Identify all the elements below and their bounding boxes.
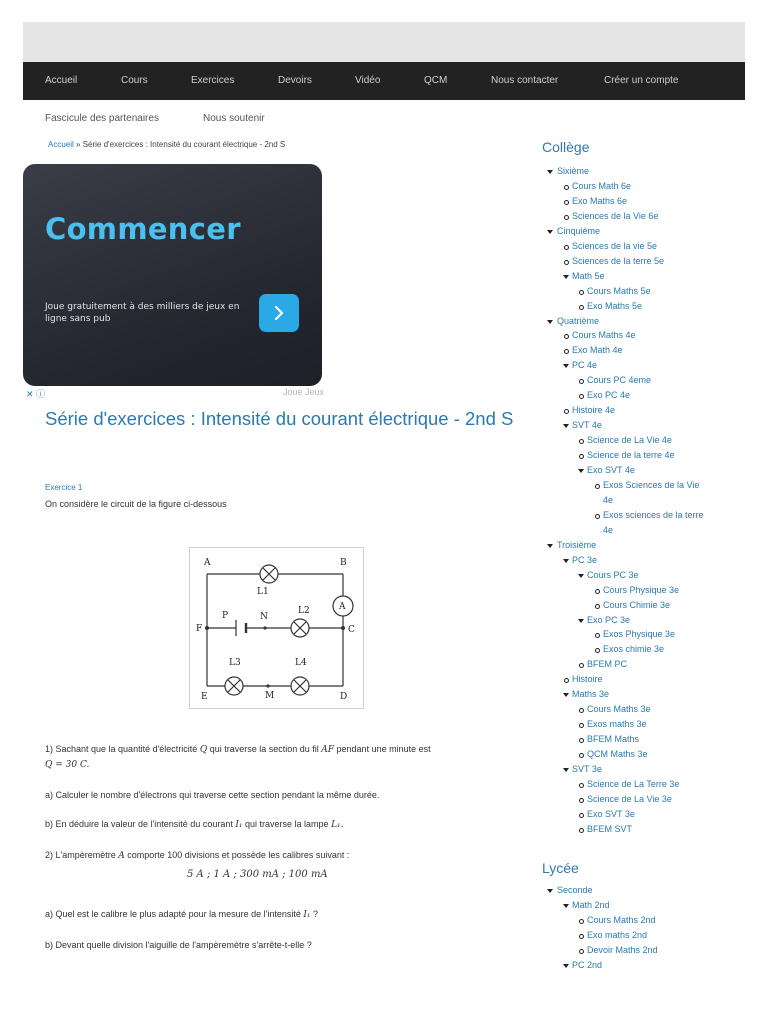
- q1-math-af: AF: [321, 745, 335, 755]
- sidebar-link[interactable]: Sciences de la Vie 6e: [572, 210, 659, 221]
- ad-close-icon[interactable]: ✕ ⓘ: [26, 389, 46, 399]
- sidebar-link[interactable]: Science de La Terre 3e: [587, 778, 680, 789]
- exercise-intro: On considère le circuit de la figure ci-dessous: [45, 499, 227, 509]
- nav-cours[interactable]: Cours: [121, 75, 148, 86]
- breadcrumb-home[interactable]: Accueil: [48, 140, 74, 149]
- sidebar-link[interactable]: Sciences de la vie 5e: [572, 240, 658, 251]
- question-2b: b) Devant quelle division l'aiguille de l'ampèremètre s'arrête-t-elle ?: [45, 940, 312, 950]
- tree-toggle-icon[interactable]: [563, 364, 569, 368]
- sidebar-link[interactable]: Exo SVT 3e: [587, 808, 635, 819]
- nav-exercices[interactable]: Exercices: [191, 75, 235, 86]
- tree-toggle-icon[interactable]: [563, 693, 569, 697]
- q1-text-b: qui traverse la section du fil: [207, 744, 322, 754]
- sidebar-link[interactable]: Devoir Maths 2nd: [587, 944, 658, 955]
- breadcrumb: [48, 140, 285, 149]
- sidebar-link[interactable]: PC 4e: [572, 360, 598, 371]
- q2-text-a: 2) L'ampèremètre: [45, 850, 119, 860]
- nav-creer-compte[interactable]: Créer un compte: [604, 75, 679, 86]
- label-P: P: [222, 611, 229, 621]
- tree-bullet-icon: [579, 454, 584, 459]
- q2-math-a: A: [118, 851, 125, 861]
- tree-toggle-icon[interactable]: [563, 904, 569, 908]
- nav-accueil[interactable]: Accueil: [45, 75, 78, 86]
- ad-title: Commencer: [45, 212, 241, 246]
- sidebar-link[interactable]: Histoire 4e: [572, 405, 616, 416]
- tree-toggle-icon[interactable]: [578, 619, 584, 623]
- nav-nous-contacter[interactable]: Nous contacter: [491, 75, 559, 86]
- page-title: Série d'exercices : Intensité du courant électrique - 2nd S: [45, 408, 514, 429]
- sidebar-link[interactable]: Exo maths 2nd: [587, 929, 648, 940]
- tree-bullet-icon: [579, 783, 584, 788]
- tree-bullet-icon: [579, 663, 584, 668]
- sidebar-link[interactable]: Math 5e: [572, 270, 605, 281]
- tree-bullet-icon: [579, 828, 584, 833]
- sidebar-link[interactable]: Exos maths 3e: [587, 719, 647, 730]
- sidebar-link[interactable]: QCM Maths 3e: [587, 749, 648, 760]
- tree-bullet-icon: [579, 738, 584, 743]
- question-2a: [45, 907, 510, 922]
- sidebar-link[interactable]: 4e: [603, 524, 614, 535]
- tree-bullet-icon: [595, 648, 600, 653]
- sidebar-link[interactable]: Cours Maths 2nd: [587, 914, 656, 925]
- sidebar-link[interactable]: Exo PC 4e: [587, 390, 631, 401]
- tree-bullet-icon: [579, 919, 584, 924]
- tree-bullet-icon: [564, 349, 569, 354]
- tree-toggle-icon[interactable]: [547, 889, 553, 893]
- label-L4: L4: [295, 658, 307, 668]
- sidebar-link[interactable]: PC 3e: [572, 554, 598, 565]
- nav-qcm[interactable]: QCM: [424, 75, 448, 86]
- tree-toggle-icon[interactable]: [563, 964, 569, 968]
- tree-toggle-icon[interactable]: [578, 469, 584, 473]
- sidebar-link[interactable]: Troisième: [557, 539, 597, 550]
- sidebar-link[interactable]: Cours Maths 5e: [587, 285, 651, 296]
- sidebar-link[interactable]: Math 2nd: [572, 899, 610, 910]
- sidebar-link[interactable]: Cinquième: [557, 225, 601, 236]
- sidebar-link[interactable]: PC 2nd: [572, 959, 603, 970]
- q1-math-q: Q: [199, 745, 208, 755]
- tree-bullet-icon: [579, 949, 584, 954]
- sidebar-link[interactable]: Science de la terre 4e: [587, 450, 675, 461]
- tree-bullet-icon: [564, 409, 569, 414]
- sidebar-link[interactable]: BFEM Maths: [587, 734, 640, 745]
- question-1b: [45, 817, 510, 832]
- label-C: C: [348, 625, 355, 635]
- nav-fascicule-partenaires[interactable]: Fascicule des partenaires: [45, 113, 159, 124]
- label-F: F: [196, 624, 203, 634]
- label-N: N: [260, 612, 268, 622]
- sidebar-link[interactable]: Science de La Vie 3e: [587, 793, 672, 804]
- tree-bullet-icon: [579, 439, 584, 444]
- exercise-label: Exercice 1: [45, 483, 83, 492]
- sidebar-link[interactable]: Cours Maths 4e: [572, 330, 636, 341]
- question-1: [45, 742, 510, 772]
- sidebar-link[interactable]: Exo Maths 5e: [587, 300, 643, 311]
- tree-bullet-icon: [595, 589, 600, 594]
- q1b-math-i1: I₁: [235, 820, 243, 830]
- tree-bullet-icon: [579, 394, 584, 399]
- tree-toggle-icon[interactable]: [563, 424, 569, 428]
- tree-bullet-icon: [564, 260, 569, 265]
- q2-text-b: comporte 100 divisions et possède les calibres suivant :: [124, 850, 350, 860]
- sidebar-title-lycee: Lycée: [542, 860, 579, 876]
- ad-source[interactable]: Joue Jeux: [283, 387, 325, 397]
- tree-bullet-icon: [579, 753, 584, 758]
- sidebar-link[interactable]: Cours Maths 3e: [587, 704, 651, 715]
- q1-text-a: 1) Sachant que la quantité d'électricité: [45, 744, 200, 754]
- tree-toggle-icon[interactable]: [563, 559, 569, 563]
- tree-bullet-icon: [564, 245, 569, 250]
- label-E: E: [201, 692, 208, 702]
- sidebar-link[interactable]: Cours Physique 3e: [603, 584, 680, 595]
- label-D: D: [340, 692, 348, 702]
- q1-value: Q = 30 C.: [45, 760, 90, 770]
- calibres-list: 5 A ; 1 A ; 300 mA ; 100 mA: [187, 869, 328, 880]
- circuit-figure: [189, 547, 364, 709]
- label-A: A: [204, 558, 211, 568]
- ad-banner[interactable]: [23, 164, 322, 386]
- sidebar-link[interactable]: Exos Physique 3e: [603, 629, 676, 640]
- sidebar-link[interactable]: Seconde: [557, 885, 593, 895]
- sidebar-link[interactable]: Sixième: [557, 166, 590, 176]
- tree-bullet-icon: [595, 484, 600, 489]
- tree-toggle-icon[interactable]: [563, 768, 569, 772]
- tree-toggle-icon[interactable]: [578, 574, 584, 578]
- label-ammeter: A: [339, 602, 346, 612]
- breadcrumb-current: Série d'exercices : Intensité du courant électrique - 2nd S: [82, 140, 286, 149]
- tree-toggle-icon[interactable]: [547, 230, 553, 234]
- tree-bullet-icon: [579, 798, 584, 803]
- sidebar-link[interactable]: 4e: [603, 494, 614, 505]
- tree-bullet-icon: [579, 934, 584, 939]
- tree-bullet-icon: [564, 185, 569, 190]
- sidebar-link[interactable]: Cours Chimie 3e: [603, 599, 671, 610]
- nav-video[interactable]: Vidéo: [355, 75, 381, 86]
- circuit-diagram: [190, 548, 363, 708]
- label-L1: L1: [257, 587, 269, 597]
- ad-play-button[interactable]: [259, 294, 299, 332]
- tree-bullet-icon: [579, 290, 584, 295]
- tree-toggle-icon[interactable]: [547, 170, 553, 174]
- tree-bullet-icon: [579, 723, 584, 728]
- tree-bullet-icon: [564, 678, 569, 683]
- sidebar-link[interactable]: Exos sciences de la terre: [603, 509, 704, 520]
- nav-devoirs[interactable]: Devoirs: [278, 75, 312, 86]
- q1-text-c: pendant une minute est: [334, 744, 431, 754]
- sidebar-link[interactable]: BFEM PC: [587, 659, 628, 670]
- q2a-text-b: ?: [310, 909, 319, 919]
- sidebar-link[interactable]: Exo Math 4e: [572, 345, 623, 356]
- question-2: [45, 848, 510, 863]
- sidebar-link[interactable]: Science de La Vie 4e: [587, 435, 672, 446]
- tree-bullet-icon: [595, 604, 600, 609]
- tree-bullet-icon: [579, 813, 584, 818]
- sidebar-link[interactable]: Exos chimie 3e: [603, 644, 665, 655]
- label-L2: L2: [298, 606, 310, 616]
- top-banner: [23, 22, 745, 62]
- q2a-math-i1: I₁: [303, 910, 311, 920]
- sidebar-link[interactable]: Exo PC 3e: [587, 614, 631, 625]
- tree-bullet-icon: [564, 200, 569, 205]
- tree-bullet-icon: [595, 514, 600, 519]
- tree-bullet-icon: [564, 334, 569, 339]
- tree-bullet-icon: [579, 305, 584, 310]
- question-1a: a) Calculer le nombre d'électrons qui traverse cette section pendant la même durée.: [45, 790, 380, 800]
- tree-bullet-icon: [579, 379, 584, 384]
- tree-bullet-icon: [595, 633, 600, 638]
- chevron-right-icon: [271, 305, 287, 321]
- sidebar-link[interactable]: Maths 3e: [572, 689, 610, 700]
- q1b-text-b: qui traverse la lampe: [242, 819, 332, 829]
- q1b-text-a: b) En déduire la valeur de l'intensité du courant: [45, 819, 236, 829]
- ad-description: Joue gratuitement à des milliers de jeux en ligne sans pub: [45, 302, 240, 324]
- sidebar-link[interactable]: Histoire: [572, 674, 603, 685]
- label-L3: L3: [229, 658, 241, 668]
- sidebar-link[interactable]: Exos Sciences de la Vie: [603, 479, 700, 490]
- nav-nous-soutenir[interactable]: Nous soutenir: [203, 113, 265, 124]
- sidebar-link[interactable]: SVT 3e: [572, 764, 602, 774]
- tree-bullet-icon: [579, 708, 584, 713]
- q2a-text-a: a) Quel est le calibre le plus adapté pour la mesure de l'intensité: [45, 909, 304, 919]
- sidebar-link[interactable]: SVT 4e: [572, 420, 602, 431]
- sidebar-link[interactable]: BFEM SVT: [587, 823, 633, 834]
- label-B: B: [340, 558, 347, 568]
- main-nav: [23, 62, 745, 100]
- sidebar-link[interactable]: Cours PC 4eme: [587, 375, 652, 386]
- sidebar-link[interactable]: Cours Math 6e: [572, 180, 632, 191]
- sidebar-link[interactable]: Exo Maths 6e: [572, 195, 628, 206]
- tree-toggle-icon[interactable]: [547, 320, 553, 324]
- tree-toggle-icon[interactable]: [563, 275, 569, 279]
- label-M: M: [265, 691, 275, 701]
- sidebar-link[interactable]: Sciences de la terre 5e: [572, 255, 665, 266]
- sidebar-title-college: Collège: [542, 139, 590, 155]
- breadcrumb-separator: »: [73, 140, 83, 149]
- tree-bullet-icon: [564, 215, 569, 220]
- sidebar-link[interactable]: Cours PC 3e: [587, 569, 639, 580]
- sidebar-link[interactable]: Exo SVT 4e: [587, 465, 635, 475]
- q1b-math-l1: L₁.: [331, 820, 344, 830]
- sidebar-link[interactable]: Quatrième: [557, 315, 600, 326]
- tree-toggle-icon[interactable]: [547, 544, 553, 548]
